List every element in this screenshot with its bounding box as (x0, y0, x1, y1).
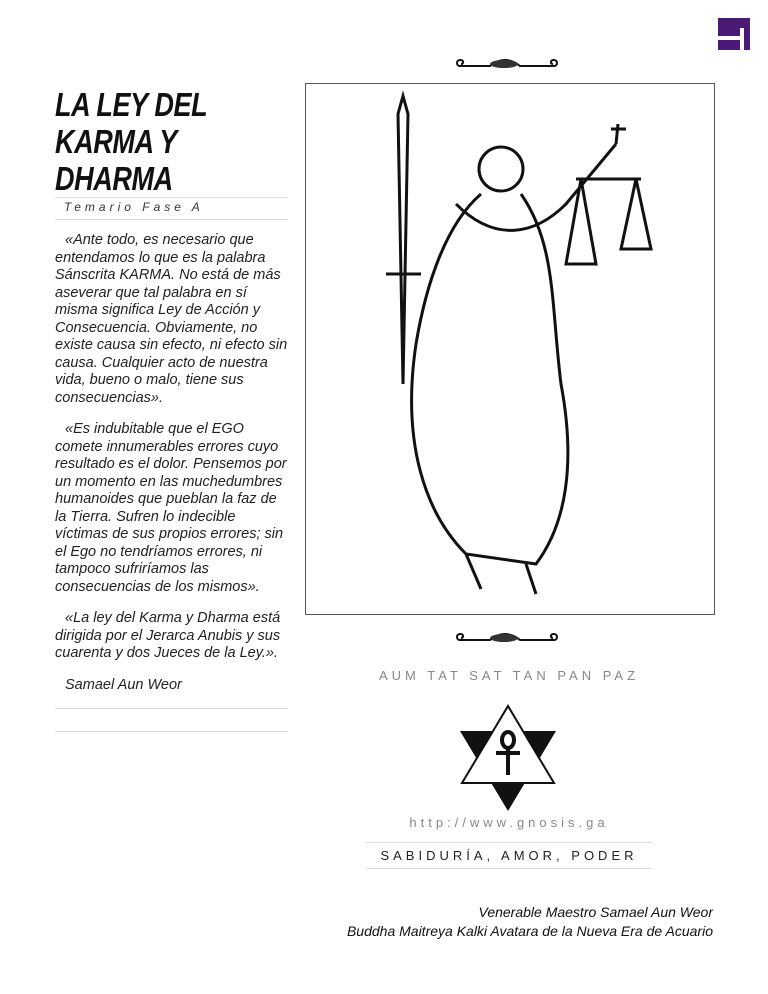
motto-text: SABIDURÍA, AMOR, PODER (380, 848, 638, 863)
quote-author: Samael Aun Weor (65, 676, 182, 693)
divider (55, 731, 288, 732)
quote-column (55, 232, 290, 732)
ornament-bottom (452, 628, 562, 648)
footer-line: Buddha Maitreya Kalki Avatara de la Nueva Era de Acuario (346, 923, 713, 939)
quote-paragraph: «Es indubitable que el EGO comete innumerables errores cuyo resultado es el dolor. Pensemos por un momento en las muchedumbres humanoides que pueblan la faz de la Tierra. Sufren lo indecible víctimas de sus propios errores; sin el Ego no tendríamos errores, ni tampoco sufriríamos las consecuencias de los mismos». (55, 421, 287, 595)
divider (55, 708, 288, 709)
website-link[interactable]: http://www.gnosis.ga (409, 815, 609, 830)
footer-line: Venerable Maestro Samael Aun Weor (478, 904, 713, 920)
quote-paragraph: «La ley del Karma y Dharma está dirigida por el Jerarca Anubis y sus cuarenta y dos Jueces de la Ley.». (55, 610, 281, 661)
divider (366, 868, 652, 869)
quote-paragraph: «Ante todo, es necesario que entendamos lo que es la palabra Sánscrita KARMA. No está de más aseverar que tal palabra en sí misma significa Ley de Acción y Consecuencia. Obviamente, no existe causa sin efecto, ni efecto sin causa. Cualquier acto de nuestra vida, bueno o malo, tiene sus consecuencias». (55, 232, 288, 406)
divider (55, 219, 288, 220)
lady-justice-illustration (305, 83, 715, 615)
divider (55, 197, 288, 198)
mantra-text: AUM TAT SAT TAN PAN PAZ (378, 668, 640, 683)
star-ankh-icon (458, 703, 558, 813)
logo (718, 18, 750, 50)
ornament-top (452, 54, 562, 74)
page-title: LA LEY DEL KARMA Y DHARMA (55, 86, 207, 197)
subtitle: Temario Fase A (64, 200, 204, 214)
divider (366, 842, 652, 843)
